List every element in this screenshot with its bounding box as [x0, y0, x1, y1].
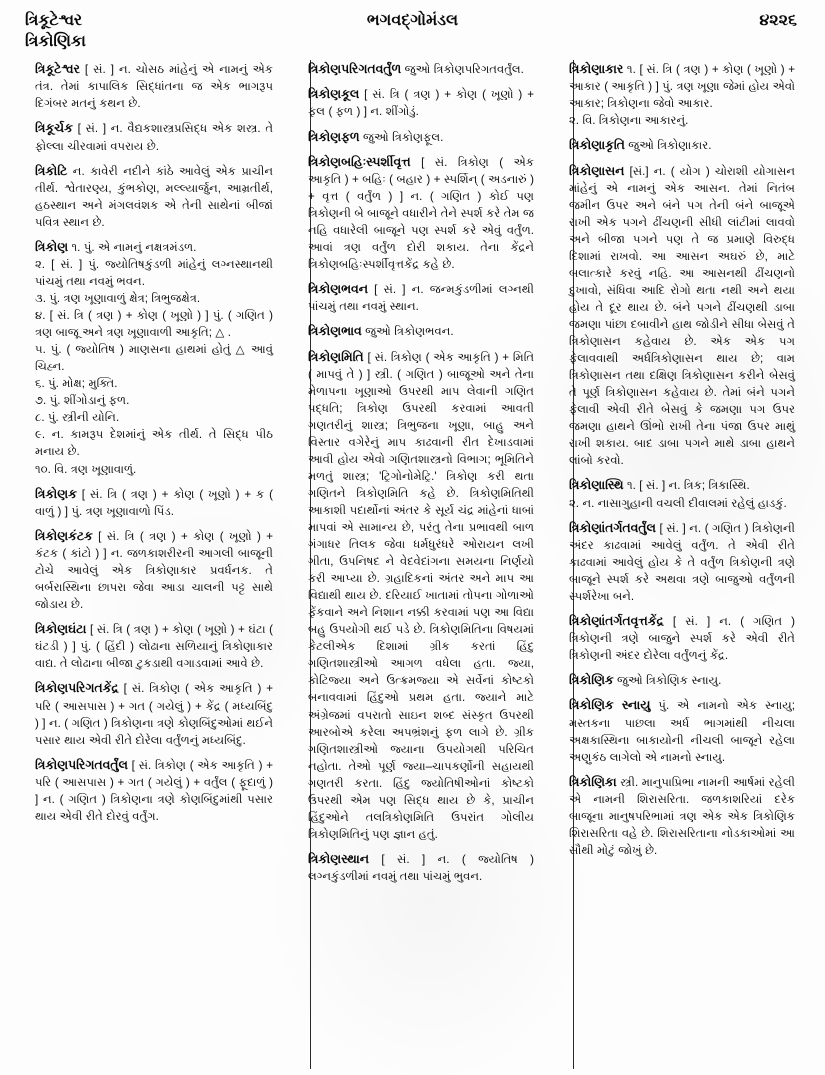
dictionary-entry [556, 612, 795, 664]
entry-definition [295, 850, 534, 885]
entry-body-text: [ સં. ] ન. ( જ્યોતિષ ) લગ્નકુંડળીમાં નવમું તથા પાંચમું ભુવન. [308, 852, 534, 883]
entry-definition [556, 696, 795, 765]
dictionary-entry [556, 696, 795, 765]
entry-sense: ૨. ન. નાસાગુહાની વચલી દીવાલમાં રહેલું હાડકું. [569, 496, 787, 510]
entry-body-text: જુઓ ત્રિકોણફૂલ. [359, 130, 444, 144]
entry-body-text: પું. એ નામનો એક સ્નાયુ; મસ્તકના પાછલા અર્ધ ભાગમાંથી નીચલા અક્ષકાસ્થિના બાકાયોની નીચલી બાજૂને રહેલા અણુકંઠ લાગેલો એ નામનો સ્નાયુ. [569, 699, 795, 764]
entry-definition [556, 60, 795, 112]
entry-headword: ત્રિકોણકંટક [35, 528, 93, 543]
entry-definition [556, 773, 795, 859]
dictionary-entry [295, 128, 534, 146]
entry-headword: ત્રિકોણિકા [569, 774, 617, 789]
entry-headword: ત્રિકોણપરિગતકેંદ્ર [35, 681, 119, 696]
entry-body-text: [ સં. ત્રિકોણ ( એક આકૃતિ ) + પરિ ( આસપાસ ) + ગત ( ગયેલું ) + કેંદ્ર ( મધ્યબિંદુ ) ] ન. ( ગણિત ) ત્રિકોણના ત્રણે કોણબિંદુઓમાં થઈને પસાર થાય એવી રીતે દોરેલા વર્તુંળનું મધ્યબિંદુ. [35, 682, 273, 747]
dictionary-entry [22, 60, 273, 112]
entry-headword: ત્રિકોણાંતર્ગતવૃત્તકેંદ્ર [569, 613, 664, 628]
entry-headword: ત્રિકોણમિતિ [308, 349, 364, 364]
entry-body-text: [ સં. ત્રિકોણ ( એક આકૃતિ ) + પરિ ( આસપાસ ) + ગત ( ગયેલું ) + વર્તુંલ ( ફૂદાળું ) ] ન. ( ગણિત ) ત્રિકોણના ત્રણે કોણબિંદુમાંથી પસાર થાય એવી રીતે દોરવું વર્તુંગ. [35, 758, 273, 824]
entry-body-text: [ સં. ] ન. જન્મકુંડળીમાં લગ્નથી પાંચમું તથા નવમું સ્થાન. [308, 283, 534, 314]
entry-sense: ૫. પું. ( જ્યોતિષ ) માણસના હાથમાં હોતું △ આવું ચિહ્ન. [35, 343, 273, 374]
entry-definition [556, 162, 795, 470]
page-number: ૪૨૨૬ [759, 12, 797, 29]
entry-headword: ત્રિકોણાસન [569, 163, 625, 178]
entry-body-text: [ સં. ] ન. ચોસઠ માંહેનું એ નામનું એક તંત્ર. તેમાં કાપાલિક સિદ્ધાંતના જ એક ભાગરૂપ દિગંબર મતનું કથન છે. [35, 63, 273, 111]
entry-sense: ૯. ન. કામરૂપ દેશમાંનું એક તીર્થ. તે સિદ્ધ પીઠ મનાય છે. [35, 428, 273, 459]
entry-definition [22, 485, 273, 520]
dictionary-entry [295, 85, 534, 120]
entry-definition [295, 280, 534, 315]
entry-body-text: [ સં. ત્રિ ( ત્રણ ) + કોણ ( ખૂણો ) + ફલ ( ફળ ) ] ન. શીંગોડું. [308, 88, 534, 119]
dictionary-entry [556, 773, 795, 859]
entry-body-text: [ સં. ત્રિ ( ત્રણ ) + કોણ ( ખૂણો ) + ઘંટા ( ઘંટડી ) ] પું. ( હિંદી ) લોઢાના સળિયાનું ત્રિકોણાકાર વાદ્ય. તે લોઢાના બીજા ટુકડાથી વગાડવામાં આવે છે. [35, 623, 273, 671]
entry-body-text: [ સં. ત્રિ ( ત્રણ ) + કોણ ( ખૂણો ) + કંટક ( કાંટો ) ] ન. જળકાશરીરની આગલી બાજૂની ટોચે આવેલું એક ત્રિકોણાકાર પ્રવર્ધનક. તે બર્બરાસ્થિના છાપરા જેવા આડા ચાલની પટ્ટ સાથે જોડાય છે. [35, 529, 273, 612]
entry-definition [556, 476, 795, 494]
entry-definition [22, 679, 273, 748]
dictionary-entry [295, 60, 534, 78]
dictionary-entry [295, 322, 534, 340]
entry-definition [295, 348, 534, 843]
dictionary-entry [22, 238, 273, 478]
entry-headword: ત્રિકોણાકૃતિ [569, 138, 625, 153]
entry-headword: ત્રિકોણાસ્થિ [569, 478, 624, 493]
entry-headword: ત્રિકોણપરિગતવર્તુંલ [35, 757, 128, 772]
entry-sense: ૧૦. વિ. ત્રણ ખૂણાવાળું. [35, 462, 137, 476]
entry-body-text: જુઓ ત્રિકોણપરિગતવર્તુંલ. [401, 63, 524, 76]
entry-definition [22, 119, 273, 154]
dictionary-entry [556, 476, 795, 511]
dictionary-entry [22, 527, 273, 613]
entry-body-text: જુઓ ત્રિકોણભવન. [361, 325, 454, 339]
entry-body-text: સ્ત્રી. માનુપાપ્રિભા નામની આર્ષમાં રહેલી એ નામની શિરાસરિતા. જળકાશરિયાં દરેક બાજૂના માનુષપરિભામાં ત્રણ એક એક ત્રિકોણિક શિરાસરિતા વહે છે. શિરાસરિતાના નોડકાઓમાં આ સૌથી મોટું જોખું છે. [569, 775, 795, 858]
entry-headword: ત્રિકોણિક [569, 673, 614, 688]
dictionary-entry [556, 519, 795, 605]
entry-headword: ત્રિકોણભાવ [308, 324, 362, 339]
entry-headword: ત્રિકોણભવન [308, 282, 368, 297]
entry-definition [556, 612, 795, 664]
entry-definition [22, 527, 273, 613]
header-book-title: ભગવદ્ગોમંડલ [366, 12, 459, 29]
entry-headword: ત્રિકોણઘંટા [35, 622, 87, 637]
dictionary-column-2 [283, 60, 544, 1069]
dictionary-column-3 [544, 60, 805, 1069]
entry-headword: ત્રિકોણફળ [308, 129, 360, 144]
dictionary-entry [556, 671, 795, 689]
entry-body-text: ૧. [ સં. ] ન. ત્રિક; ત્રિકાસ્થિ. [623, 479, 750, 493]
entry-sense: ૩. પું. ત્રણ ખૂણાવાળું ક્ષેત્ર; ત્રિભુજક્ષેત્ર. [35, 292, 201, 306]
entry-definition [22, 60, 273, 112]
entry-body-text: ન. કાવેરી નદીને કાંઠે આવેલું એક પ્રાચીન તીર્થ. શ્વેતારણ્ય, કુંભકોણ, મલ્લ્યાર્જુન, આમ્રતીર્થ, હઠસ્થાન અને મંગલવંશક એ તેની સાથેનાં બીજાં પવિત્ર સ્થાન છે. [35, 164, 273, 229]
entry-headword: ત્રિકોણપરિગતવર્તુંળ [308, 62, 402, 76]
dictionary-entry [22, 119, 273, 154]
entry-definition [295, 85, 534, 120]
header-left-line2: ત્રિકોણિકા [25, 33, 86, 51]
entry-body-text: [ સં. ] ન. વૈદ્યકશાસ્ત્રપ્રસિદ્ધ એક શસ્ત્ર. તે ફોલ્લા ચીરવામાં વપરાય છે. [35, 122, 273, 153]
entry-definition [22, 756, 273, 825]
entry-sense: ૨. વિ. ત્રિકોણના આકારનું. [569, 114, 689, 128]
entry-headword: ત્રિકોણકૂલ [308, 87, 360, 102]
entry-definition [556, 136, 795, 154]
dictionary-entry [22, 756, 273, 825]
entry-headword: ત્રિકોણાંતર્ગતવર્તુંલ [569, 520, 656, 535]
entry-body-text: [ સં. ત્રિકોણ ( એક આકૃતિ ) + મિતિ ( માપવું તે ) ] સ્ત્રી. ( ગણિત ) બાજૂઓ અને તેના મેળાપના ખૂણાઓ ઉપરથી માપ લેવાની ગણિત પદ્ધતિ; ત્રિકોણ ઉપરથી કરવામાં આવતી ગણતરીનું શાસ્ત્ર; ત્રિભુજના ખૂણા, બાહુ અને વિસ્તાર વગેરેનું માપ કાઢવાની રીત દેખાડવામાં આવી હોય એવો ગણિતશાસ્ત્રનો વિભાગ; ભૂમિતિને મળતું શાસ્ત્ર; 'ટ્રિગોનોમેટ્રિ.' ત્રિકોણ કરી થતા ગણિતને ત્રિકોણમિતિ કહે છે. ત્રિકોણમિતિથી આકાશી પદાર્થોનાં અંતર કે સૂર્ય ચંદ્ર માંહેનાં ધાબાં માપવાં એ સામાન્ય છે, પરંતુ તેના પ્રભાવથી બાળ ગંગાધર તિલક જેવા ધર્મધુરંધરે ઓરાયન લખી ગીતા, ઉપનિષદ ને વેદવેદાંગના સમયના નિર્ણયો કરી આપ્યા છે. ગ્રહાદિકનાં અંતર અને માપ આ વિદ્યાથી થાય છે. દરિયાઈ ખાતામાં તોપના ગોળાઓ ફેંકવાને અને નિશાન નક્કી કરવામાં પણ આ વિદ્યા બહુ ઉપયોગી થઈ પડે છે. ત્રિકોણમિતિના વિષયમાં કેટલીએક દિશામાં ગ્રીક કરતાં હિંદુ ગણિતશાસ્ત્રીઓ આગળ વધેલા હતા. જ્યા, કોટિજ્યા અને ઉત્ક્રમજ્યા એ સર્વેનાં કોષ્ટકો બનાવવામાં હિંદુઓ પ્રથમ હતા. જ્યાને માટે અંગ્રેજમાં વપરાતો સાઇન શબ્દ સંસ્કૃત ઉપરથી આરબોએ કરેલા અપભ્રંશનું ફળ લાગે છે. ગ્રીક ગણિતશાસ્ત્રીઓ જ્યાના ઉપયોગથી પરિચિત નહોતા. તેઓ પૂર્ણ જ્યા–ચાપકર્ણોની સહાયથી ગણતરી કરતા. હિંદુ જ્યોતિષીઓનાં કોષ્ટકો ઉપરથી એમ પણ સિદ્ધ થાય છે કે, પ્રાચીન હિંદુઓને તલત્રિકોણમિતિ ઉપરાંત ગોલીય ત્રિકોણમિતિનું પણ જ્ઞાન હતું. [308, 350, 534, 841]
entry-definition [295, 128, 534, 146]
entry-body-text: [ સં. ત્રિ ( ત્રણ ) + કોણ ( ખૂણો ) + ક ( વાળું ) ] પું. ત્રણ ખૂણાવાળો પિંડ. [35, 487, 273, 518]
entry-definition [22, 162, 273, 231]
entry-body-text: ૧. [ સં. ત્રિ ( ત્રણ ) + કોણ ( ખૂણો ) + આકાર ( આકૃતિ ) ] પું. ત્રણ ખૂણા જેમાં હોય એવો આકાર; ત્રિકોણના જેવો આકાર. [569, 63, 795, 111]
dictionary-entry [22, 679, 273, 748]
entry-headword: ત્રિકોણિક સ્નાયુ [569, 698, 651, 713]
dictionary-entry [22, 162, 273, 231]
entry-headword: ત્રિકોણબહિઃસ્પર્શીવૃત્ત [308, 154, 411, 169]
dictionary-entry [22, 620, 273, 672]
header-left-line1: ત્રિકૂટેશ્વર [25, 12, 82, 29]
dictionary-entry [556, 136, 795, 154]
entry-sense: ૬. પું. મોક્ષ; મુક્તિ. [35, 377, 118, 391]
dictionary-entry [556, 60, 795, 129]
dictionary-entry [295, 280, 534, 315]
entry-definition [556, 519, 795, 605]
dictionary-entry [22, 485, 273, 520]
entry-headword: ત્રિકૂર્ચક [35, 121, 73, 136]
entry-headword: ત્રિકોણક [35, 486, 77, 501]
page-header [0, 10, 825, 60]
entry-sense: ૨. [ સં. ] પું. જ્યોતિષકુંડળી માંહેનું લગ્નસ્થાનથી પાંચમું તથા નવમું ભવન. [35, 258, 273, 289]
entry-sense: ૪. [ સં. ત્રિ ( ત્રણ ) + કોણ ( ખૂણો ) ] પું. ( ગણિત ) ત્રણ બાજૂ અને ત્રણ ખૂણાવાળી આકૃતિ; △ . [35, 309, 273, 340]
entry-sense: ૮. પું. સ્ત્રીની યોનિ. [35, 411, 120, 425]
entry-definition [295, 322, 534, 340]
entry-body-text: [સં.] ન. ( યોગ ) ચોરાશી યોગાસન માંહેનું એ નામનું એક આસન. તેમાં નિતંબ જમીન ઉપર અને બંને પગ તેની બંને બાજૂએ રાખી એક પગને ઢીંચણની સીધી લાંટીમાં લાવવો અને બીજા પગને પણ તે જ પ્રમાણે વિરુદ્ધ દિશામાં રાખવો. આ આસન અઘરું છે, માટે બલાત્કારે કરવું નહિ. આ આસનથી ઢીંચણનો દુખાવો, સંધિવા આદિ રોગો થતા નથી અને થયા હોય તે દૂર થાય છે. બંને પગને ઢીંચણથી ડાબા જમણા પાંછા દબાવીને હાથ જોડીને સીધા બેસવું તે ત્રિકોણાસન કહેવાય છે. એક એક પગ ફેલાવવાથી અર્ધત્રિકોણાસન થાય છે; વામ ત્રિકોણાસન તથા દક્ષિણ ત્રિકોણાસન કરીને બેસવું તે પૂર્ણ ત્રિકોણાસન કહેવાય છે. તેમાં બંને પગને ફેલાવી એવી રીતે બેસવું કે જમણા પગ ઉપર જમણા હાથને ઊંભો રાખી તેના પંજા ઉપર માથું રાખી શકાય. બાદ ડાબા પગને માથે ડાબા હાથને લાંબો કરવો. [569, 164, 795, 468]
entry-body-text: [ સં. ] ન. ( ગણિત ) ત્રિકોણની અંદર કાઢવામાં આવેલું વર્તુંળ. તે એવી રીતે કાઢવામાં આવેલું હોય કે તે વર્તુંળ ત્રિકોણની ત્રણે બાજૂને સ્પર્શ કરે અથવા ત્રણે બાજુઓ વર્તુંળની સ્પર્શરેખા બને. [569, 521, 795, 603]
entry-body-text: [ સં. ત્રિકોણ ( એક આકૃતિ ) + બહિઃ ( બહાર ) + સ્પર્શિન્ ( અડનારું ) + વૃત્ત ( વર્તુંળ ) ] ન. ( ગણિત ) કોઈ પણ ત્રિકોણની બે બાજૂને વધારીને તેને સ્પર્શ કરે તેમ જ નહિ વધારેલી બાજૂને પણ સ્પર્શ કરે એવું વર્તુંળ. આવાં ત્રણ વર્તુંળ દોરી શકાય. તેના કેંદ્રને ત્રિકોણબહિઃસ્પર્શીવૃત્તકેંદ્ર કહે છે. [308, 155, 534, 272]
dictionary-entry [295, 348, 534, 843]
columns-container [22, 60, 805, 1069]
entry-definition [22, 620, 273, 672]
entry-headword: ત્રિકોણ [35, 239, 69, 254]
entry-sense: ૭. પું. શીંગોડાનું ફળ. [35, 394, 130, 408]
entry-headword: ત્રિકોણસ્થાન [308, 851, 369, 866]
entry-definition [556, 671, 795, 689]
entry-headword: ત્રિકૂટેશ્વર [35, 62, 80, 76]
entry-body-text: ૧. પું. એ નામનું નક્ષત્રમંડળ. [68, 240, 197, 254]
dictionary-column-1 [22, 60, 283, 1069]
entry-definition [295, 60, 534, 78]
entry-definition [22, 238, 273, 256]
entry-headword: ત્રિકોણાકાર [569, 62, 624, 76]
dictionary-entry [295, 850, 534, 885]
dictionary-entry [556, 162, 795, 470]
entry-body-text: જુઓ ત્રિકોણાકાર. [624, 139, 712, 153]
entry-definition [295, 153, 534, 273]
dictionary-entry [295, 153, 534, 273]
entry-headword: ત્રિકોટિ [35, 163, 68, 178]
entry-body-text: [ સં. ] ન. ( ગણિત ) ત્રિકોણની ત્રણે બાજુને સ્પર્શ કરે એવી રીતે ત્રિકોણની અંદર દોરેલા વર્તુંળનું કેંદ્ર. [569, 614, 795, 663]
entry-body-text: જુઓ ત્રિકોણિક સ્નાયુ. [613, 674, 722, 688]
